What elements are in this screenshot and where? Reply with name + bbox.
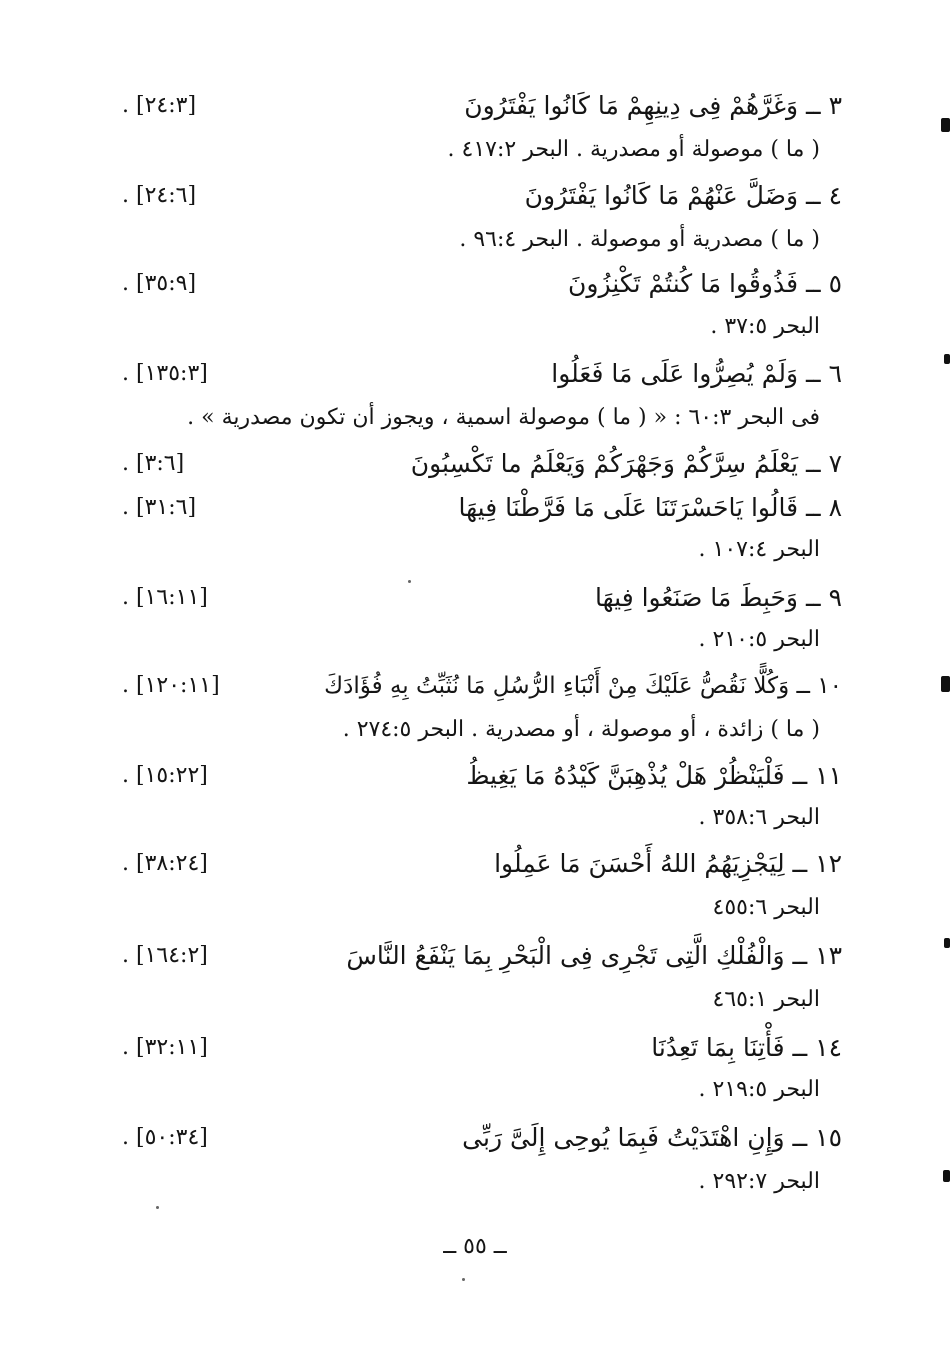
page-number: ــ ٥٥ ــ (443, 1234, 507, 1259)
verse-reference: [١٥:٢٢] . (122, 763, 208, 788)
entry-4 (0, 174, 950, 218)
verse-reference: [٥٠:٣٤] . (122, 1125, 208, 1150)
entry-8 (0, 486, 950, 530)
verse-text: ١٠ ــ وَكُلًّا نَقُصُّ عَلَيْكَ مِنْ أَنْبَاءِ الرُّسُلِ مَا نُثَبِّتُ بِهِ فُؤَادَكَ (324, 673, 842, 699)
margin-mark (941, 676, 950, 692)
verse-reference: [٣:٦] . (122, 451, 185, 476)
entry-13 (0, 934, 950, 978)
note: ( ما ) موصولة أو مصدرية . البحر ٤١٧:٢ . (447, 137, 820, 162)
verse-reference: [١٦٤:٢] . (122, 943, 208, 968)
entry-9 (0, 576, 950, 620)
note: البحر ٢١٠:٥ . (698, 627, 820, 652)
verse-text: ١٢ ــ لِيَجْزِيَهُمُ اللهُ أَحْسَنَ مَا عَمِلُوا (494, 849, 842, 878)
note: البحر ١٠٧:٤ . (698, 537, 820, 562)
entry-7 (0, 442, 950, 486)
margin-mark (944, 938, 950, 948)
verse-reference: [٢٤:٣] . (122, 93, 197, 118)
verse-text: ٤ ــ وَضَلَّ عَنْهُمْ مَا كَانُوا يَفْتَرُونَ (524, 181, 842, 210)
verse-reference: [١٦:١١] . (122, 585, 208, 610)
scan-speck (156, 1206, 159, 1209)
scan-speck (462, 1278, 465, 1281)
verse-text: ٩ ــ وَحَبِطَ مَا صَنَعُوا فِيهَا (595, 583, 842, 612)
verse-text: ١٣ ــ وَالْفُلْكِ الَّتِى تَجْرِى فِى الْبَحْرِ بِمَا يَنْفَعُ النَّاسَ (346, 941, 842, 970)
entry-6 (0, 352, 950, 396)
verse-reference: [٣١:٦] . (122, 495, 197, 520)
verse-reference: [٣٨:٢٤] . (122, 851, 208, 876)
note: البحر ٢١٩:٥ . (698, 1077, 820, 1102)
verse-reference: [٣٥:٩] . (122, 271, 197, 296)
entry-15 (0, 1116, 950, 1160)
entry-5 (0, 262, 950, 306)
entry-14 (0, 1026, 950, 1070)
note: البحر ٤٦٥:١ (712, 987, 820, 1012)
margin-mark (944, 354, 950, 364)
verse-text: ٥ ــ فَذُوقُوا مَا كُنتُمْ تَكْنِزُونَ (568, 269, 842, 298)
note: البحر ٤٥٥:٦ (712, 895, 820, 920)
verse-reference: [٢٤:٦] . (122, 183, 197, 208)
note: ( ما ) مصدرية أو موصولة . البحر ٩٦:٤ . (459, 227, 820, 252)
scan-speck (408, 580, 411, 583)
note: ( ما ) زائدة ، أو موصولة ، أو مصدرية . البحر ٢٧٤:٥ . (342, 717, 820, 742)
entry-11 (0, 754, 950, 798)
note: البحر ٣٥٨:٦ . (698, 805, 820, 830)
verse-text: ٦ ــ وَلَمْ يُصِرُّوا عَلَى مَا فَعَلُوا (551, 359, 842, 388)
margin-mark (941, 118, 950, 132)
entry-10 (0, 664, 950, 708)
verse-text: ٨ ــ قَالُوا يَاحَسْرَتَنَا عَلَى مَا فَرَّطْنَا فِيهَا (458, 493, 842, 522)
note: فى البحر ٦٠:٣ : « ( ما ) موصولة اسمية ، ويجوز أن تكون مصدرية » . (187, 405, 820, 430)
verse-text: ٣ ــ وَغَرَّهُمْ فِى دِينِهِمْ مَا كَانُوا يَفْتَرُونَ (464, 91, 842, 120)
margin-mark (943, 1170, 950, 1182)
verse-reference: [١٣٥:٣] . (122, 361, 208, 386)
verse-text: ١٤ ــ فَأْتِنَا بِمَا تَعِدُنَا (651, 1033, 842, 1062)
verse-reference: [٣٢:١١] . (122, 1035, 208, 1060)
note: البحر ٢٩٢:٧ . (698, 1169, 820, 1194)
verse-text: ١٥ ــ وَإِنِ اهْتَدَيْتُ فَبِمَا يُوحِى إِلَىَّ رَبِّى (462, 1123, 842, 1152)
verse-reference: [١٢٠:١١] . (122, 673, 220, 698)
note: البحر ٣٧:٥ . (710, 314, 820, 339)
verse-text: ١١ ــ فَلْيَنْظُرْ هَلْ يُذْهِبَنَّ كَيْدُهُ مَا يَغِيظُ (466, 761, 842, 790)
entry-3 (0, 84, 950, 128)
entry-12 (0, 842, 950, 886)
verse-text: ٧ ــ يَعْلَمُ سِرَّكُمْ وَجَهْرَكُمْ وَيَعْلَمُ ما تَكْسِبُونَ (410, 449, 842, 478)
